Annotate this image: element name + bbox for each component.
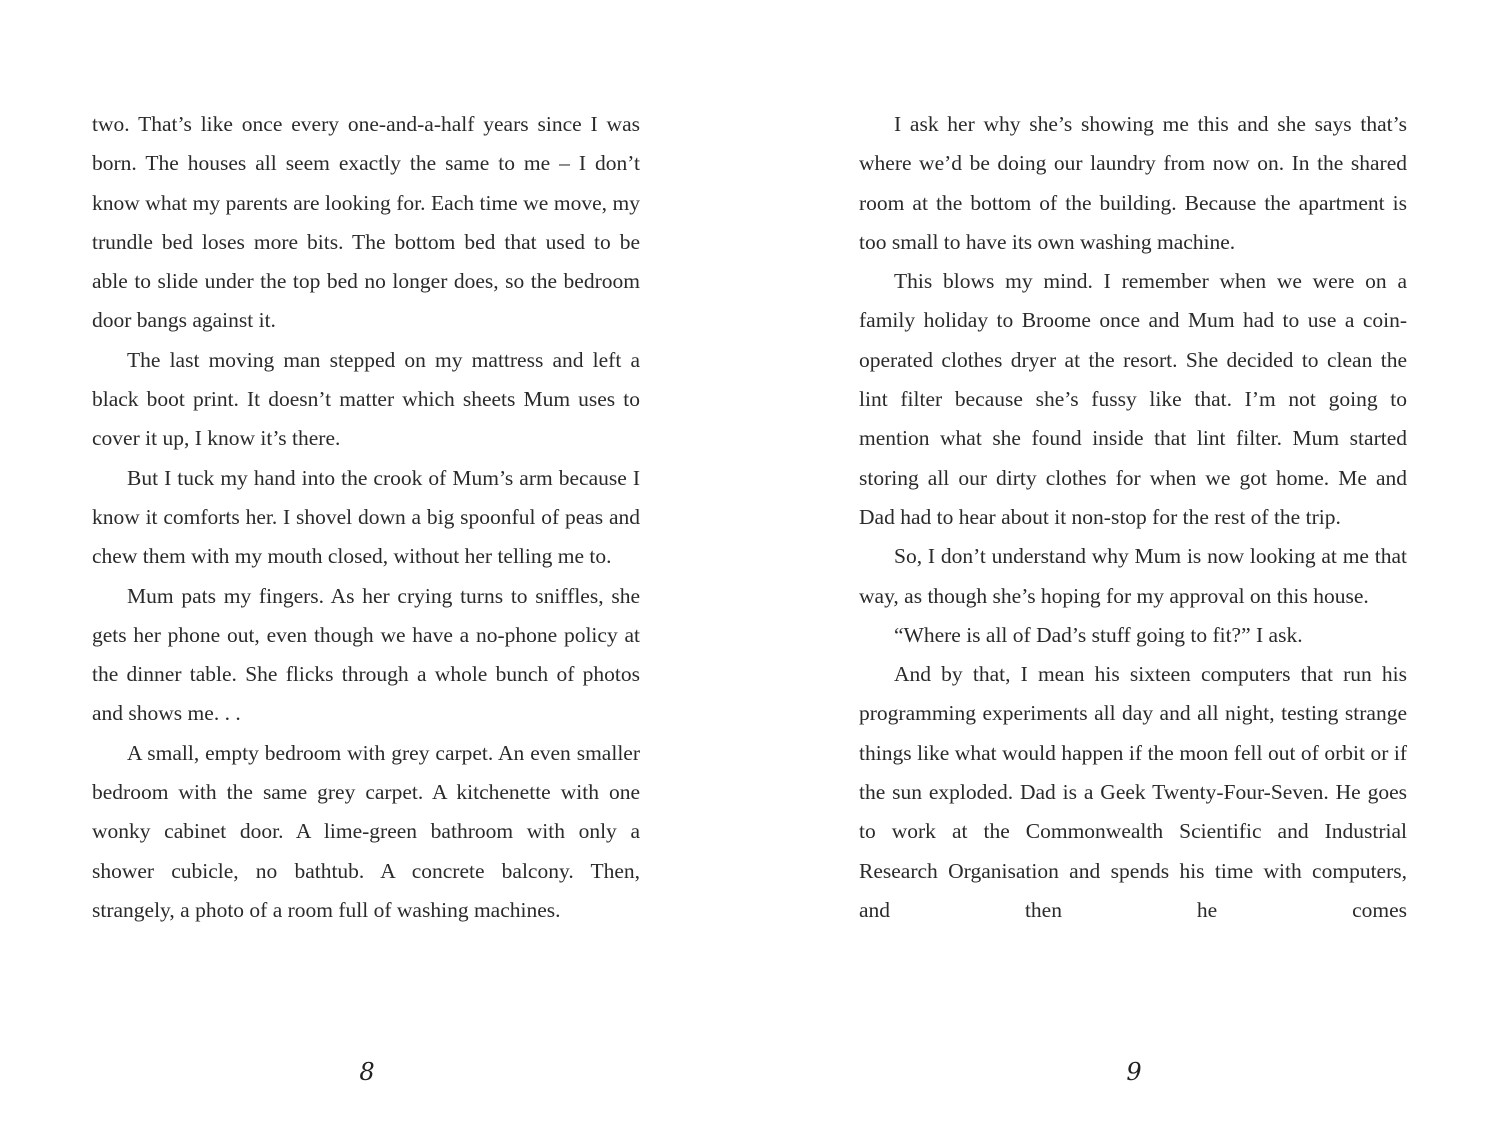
paragraph: A small, empty bedroom with grey carpet. An even smaller bedroom with the same grey carpet. A kitchenette with one wonky cabinet door. A lime-green bathroom with only a shower cubicle, no bathtub. A concrete balcony. Then, strangely, a photo of a room full of washing machines. [92, 740, 640, 922]
paragraph: This blows my mind. I remember when we were on a family holiday to Broome once and Mum had to use a coin-operated clothes dryer at the resort. She decided to clean the lint filter because she’s fussy like that. I’m not going to mention what she found inside that lint filter. Mum started storing all our dirty clothes for when we got home. Me and Dad had to hear about it non-stop for the rest of the trip. [859, 269, 1407, 529]
paragraph: But I tuck my hand into the crook of Mum’s arm because I know it comforts her. I shovel down a big spoonful of peas and chew them with my mouth closed, without her telling me to. [92, 465, 640, 569]
paragraph: The last moving man stepped on my mattress and left a black boot print. It doesn’t matter which sheets Mum uses to cover it up, I know it’s there. [92, 347, 640, 451]
paragraph: And by that, I mean his sixteen computers that run his programming experiments all day and all night, testing strange things like what would happen if the moon fell out of orbit or if the sun exploded. Dad is a Geek Twenty-Four-Seven. He goes to work at the Commonwealth Scientific and Industrial Research Organisation and spends his time with computers, and then he comes [859, 662, 1407, 922]
paragraph: So, I don’t understand why Mum is now looking at me that way, as though she’s hoping for my approval on this house. [859, 544, 1407, 608]
paragraph: two. That’s like once every one-and-a-half years since I was born. The houses all seem exactly the same to me – I don’t know what my parents are looking for. Each time we move, my trundle bed loses more bits. The bottom bed that used to be able to slide under the top bed no longer does, so the bedroom door bangs against it. [92, 112, 640, 333]
right-page-text [859, 105, 1407, 930]
paragraph: “Where is all of Dad’s stuff going to fit?” I ask. [894, 622, 1303, 647]
paragraph: I ask her why she’s showing me this and she says that’s where we’d be doing our laundry from now on. In the shared room at the bottom of the building. Because the apartment is too small to have its own washing machine. [859, 112, 1407, 254]
paragraph: Mum pats my fingers. As her crying turns to sniffles, she gets her phone out, even though we have a no-phone policy at the dinner table. She flicks through a whole bunch of photos and shows me. . . [92, 583, 640, 726]
left-page-text [92, 105, 640, 930]
right-page [750, 0, 1500, 1143]
page-number: 9 [1126, 1058, 1142, 1086]
page-number: 8 [359, 1058, 375, 1086]
